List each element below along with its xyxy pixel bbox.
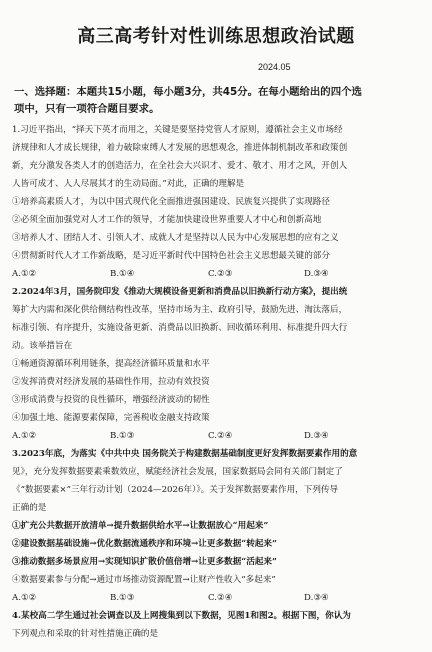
q2-stem-line: 动。该举措旨在 (12, 341, 73, 351)
q3-option-c: C.②④ (208, 593, 233, 603)
q2-statement: ③形成消费与投资的良性循环，增强经济波动的韧性 (12, 395, 210, 405)
exam-date: 2024.05 (258, 62, 291, 72)
q1-statement: ③培养人才、团结人才、引领人才、成就人才是坚持以人民为中心发展思想的应有之义 (12, 233, 339, 243)
q3-statement: ③推动数据多场景应用→实现知识扩散价值倍增→让更多数据“活起来” (12, 557, 277, 567)
q3-option-a: A.①② (12, 593, 37, 603)
q2-statement: ④加强土地、能源要素保障，完善税收金融支持政策 (12, 413, 210, 423)
q3-stem-line: 正确的是 (12, 503, 47, 513)
q2-stem-line: 筹扩大内需和深化供给侧结构性改革，坚持市场为主、政府引导，鼓励先进、淘汰落后， (12, 305, 348, 315)
q3-stem-line: 《“数据要素×”三年行动计划（2024—2026年）》。关于发挥数据要素作用，下列传导 (12, 485, 339, 495)
section-heading (14, 84, 420, 118)
q3-statement: ②建设数据基础设施→优化数据流通秩序和环境→让更多数据“转起来” (12, 539, 277, 549)
q1-option-d: D.③④ (304, 269, 329, 279)
q3-option-d: D.③④ (304, 593, 329, 603)
q1-statement: ②必须全面加强党对人才工作的领导，才能加快建设世界重要人才中心和创新高地 (12, 215, 322, 225)
q2-option-d: D.③④ (304, 431, 329, 441)
q2-stem-line: 2.2024年3月，国务院印发《推动大规模设备更新和消费品以旧换新行动方案》，提出统 (12, 287, 348, 297)
page-title: 高三高考针对性训练思想政治试题 (77, 26, 355, 47)
section-heading-line-1: 一、选择题：本题共15小题，每小题3分，共45分。在每小题给出的四个选 (14, 86, 362, 98)
q1-stem-line: 1.习近平指出，“择天下英才而用之，关键是要坚持党管人才原则，遵循社会主义市场经 (12, 125, 343, 135)
q1-option-b: B.①④ (110, 269, 135, 279)
section-heading-line-2: 项中，只有一项符合题目要求。 (14, 103, 160, 115)
q1-stem-line: 新，充分激发各类人才的创造活力，在全社会大兴识才、爱才、敬才、用才之风，开创人 (12, 161, 348, 171)
q1-statement: ①培养高素质人才，为以中国式现代化全面推进强国建设、民族复兴提供了实现路径 (12, 197, 330, 207)
q2-option-c: C.②④ (208, 431, 233, 441)
q4-stem-line: 4.某校高二学生通过社会调查以及上网搜集到以下数据，见图1和图2。根据下图，你认为 (12, 611, 351, 621)
q1-statement: ④贯彻新时代人才工作新战略，是习近平新时代中国特色社会主义思想最关键的部分 (12, 251, 330, 261)
q4-stem-line: 下列观点和采取的针对性措施正确的是 (12, 629, 159, 639)
q3-option-b: B.①③ (110, 593, 135, 603)
q2-statement: ②发挥消费对经济发展的基础性作用，拉动有效投资 (12, 377, 210, 387)
q3-statement: ①扩充公共数据开放清单→提升数据供给水平→让数据放心“用起来” (12, 521, 269, 531)
q2-stem-line: 标准引领、有序提升，实施设备更新、消费品以旧换新、回收循环利用、标准提升四大行 (12, 323, 348, 333)
q2-option-b: B.①③ (110, 431, 135, 441)
q1-stem-line: 人皆可成才、人人尽展其才的生动局面。”对此，正确的理解是 (12, 179, 245, 189)
q1-stem-line: 济规律和人才成长规律，着力破除束缚人才发展的思想观念，推进体制机制改革和政策创 (12, 143, 348, 153)
q3-stem-line: 3.2023年底，为落实《中共中央 国务院关于构建数据基础制度更好发挥数据要素作用的意 (12, 449, 358, 459)
q3-statement: ④数据要素参与分配→通过市场推动资源配置→让财产性收入“多起来” (12, 575, 276, 585)
q2-option-a: A.①② (12, 431, 37, 441)
q1-option-c: C.②③ (208, 269, 233, 279)
q1-option-a: A.①② (12, 269, 37, 279)
q2-statement: ①畅通资源循环利用链条，提高经济循环质量和水平 (12, 359, 210, 369)
q3-stem-line: 见》，充分发挥数据要素乘数效应，赋能经济社会发展，国家数据局会同有关部门制定了 (12, 467, 343, 477)
